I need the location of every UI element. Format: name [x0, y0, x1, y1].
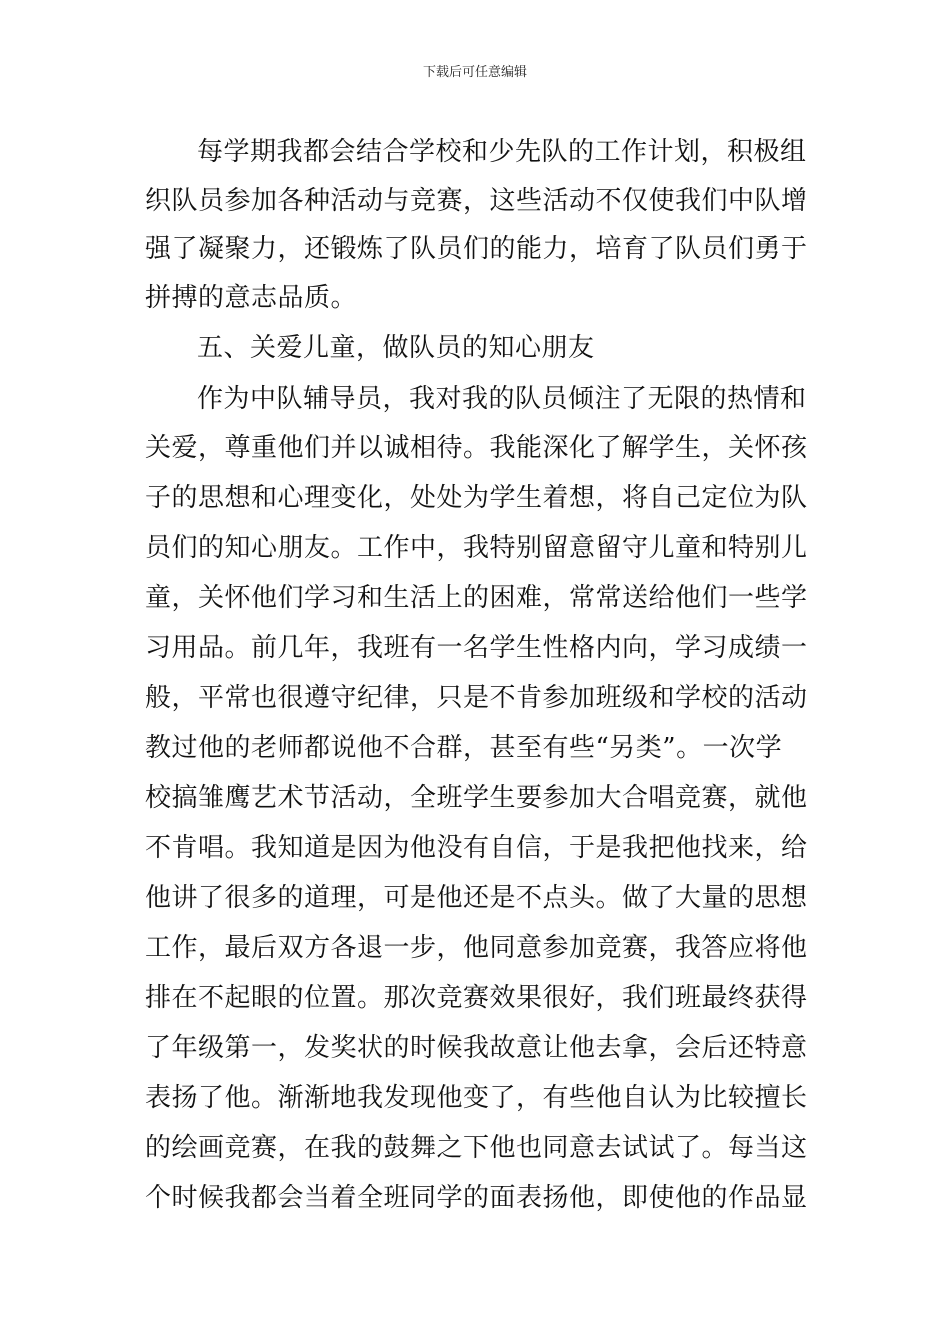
- paragraph-line: 他讲了很多的道理，可是他还是不点头。做了大量的思想: [145, 883, 808, 913]
- paragraph-line: 每学期我都会结合学校和少先队的工作计划，积极组: [197, 137, 807, 167]
- paragraph-line: 工作，最后双方各退一步，他同意参加竞赛，我答应将他: [145, 933, 808, 963]
- paragraph-line: 排在不起眼的位置。那次竞赛效果很好，我们班最终获得: [145, 983, 808, 1013]
- paragraph-line: 员们的知心朋友。工作中，我特别留意留守儿童和特别儿: [145, 533, 808, 563]
- paragraph-line: 子的思想和心理变化，处处为学生着想，将自己定位为队: [145, 483, 808, 513]
- paragraph-line: 习用品。前几年，我班有一名学生性格内向，学习成绩一: [145, 633, 808, 663]
- paragraph-line: 关爱，尊重他们并以诚相待。我能深化了解学生，关怀孩: [145, 433, 808, 463]
- paragraph-line: 作为中队辅导员，我对我的队员倾注了无限的热情和: [197, 384, 807, 414]
- paragraph-line: 织队员参加各种活动与竞赛，这些活动不仅使我们中队增: [145, 186, 808, 216]
- paragraph-line: 了年级第一，发奖状的时候我故意让他去拿，会后还特意: [145, 1033, 808, 1063]
- paragraph-line: 强了凝聚力，还锻炼了队员们的能力，培育了队员们勇于: [145, 234, 808, 264]
- paragraph-line: 不肯唱。我知道是因为他没有自信，于是我把他找来，给: [145, 833, 808, 863]
- paragraph-line: 校搞雏鹰艺术节活动，全班学生要参加大合唱竞赛，就他: [145, 783, 808, 813]
- paragraph-line: 般，平常也很遵守纪律，只是不肯参加班级和学校的活动: [145, 683, 808, 713]
- page-header: 下载后可任意编辑: [422, 65, 527, 80]
- paragraph-line: 的绘画竞赛，在我的鼓舞之下他也同意去试试了。每当这: [145, 1133, 808, 1163]
- paragraph-line: 个时候我都会当着全班同学的面表扬他，即使他的作品显: [145, 1183, 808, 1213]
- paragraph-line: 拼搏的意志品质。: [145, 283, 358, 313]
- paragraph-line: 童，关怀他们学习和生活上的困难，常常送给他们一些学: [145, 583, 808, 613]
- paragraph-line: 教过他的老师都说他不合群，甚至有些“另类”。一次学: [145, 733, 783, 763]
- section-heading: 五、关爱儿童，做队员的知心朋友: [197, 333, 595, 363]
- paragraph-line: 表扬了他。渐渐地我发现他变了，有些他自认为比较擅长: [145, 1083, 808, 1113]
